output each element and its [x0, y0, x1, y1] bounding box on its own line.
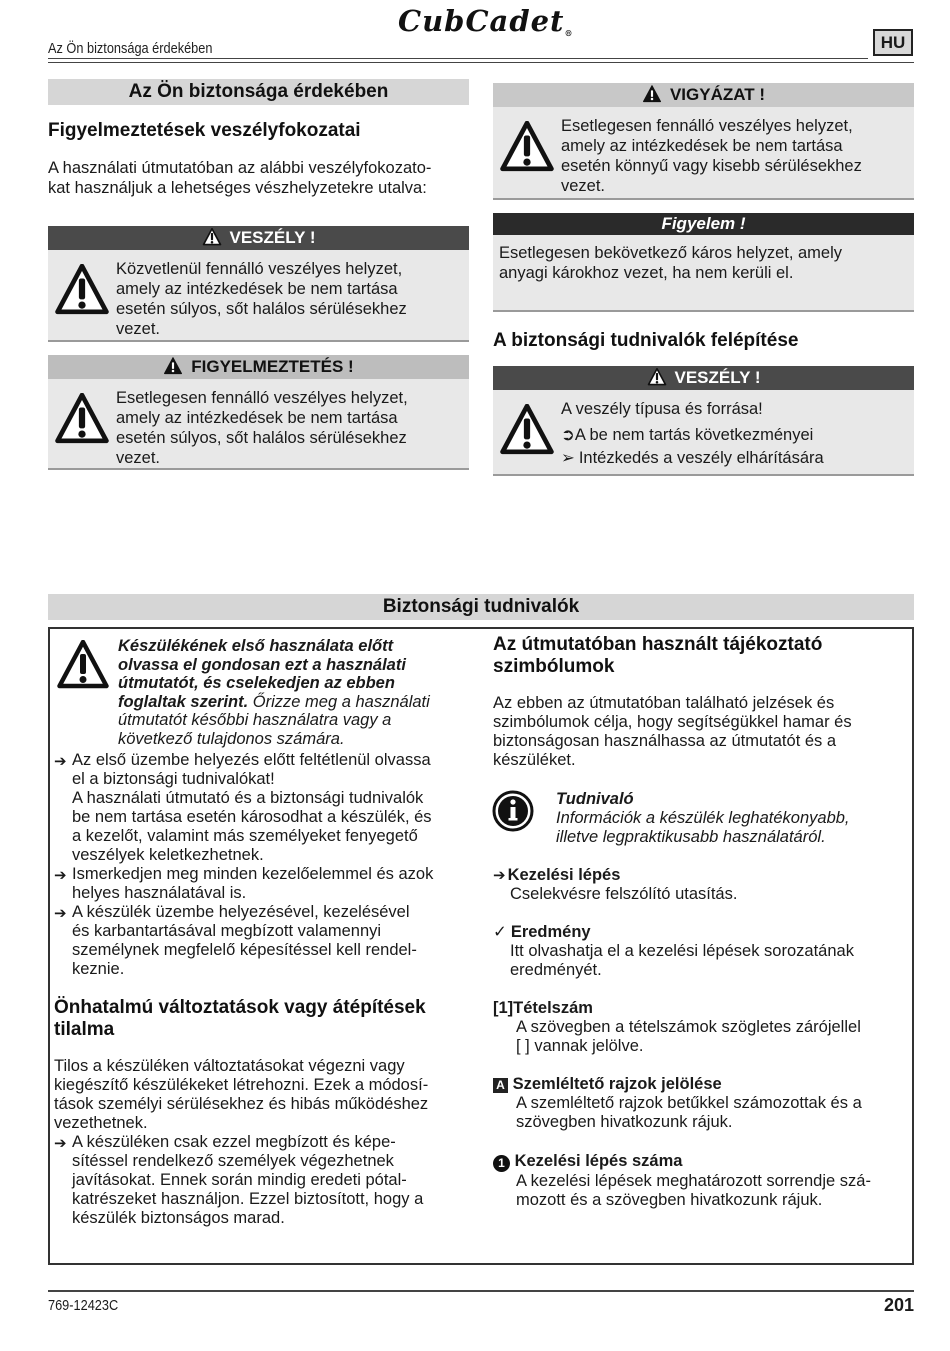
arrow-icon: ➔ — [54, 753, 67, 770]
levels-heading: Figyelmeztetések veszélyfokozatai — [48, 120, 361, 141]
info-icon — [492, 790, 534, 832]
item-number-legend: [1]Tételszám A szövegben a tételszámok szögletes zárójellel [ ] vannak jelölve. — [493, 999, 861, 1055]
structure-heading: A biztonsági tudnivalók felépítése — [493, 330, 799, 351]
arrow-icon: ➔ — [54, 1135, 67, 1152]
levels-intro: A használati útmutatóban az alábbi veszélyfokozato- kat használjuk a lehetséges vészhelyzetekre utalva: — [48, 159, 432, 197]
danger-label-bar: VESZÉLY ! — [48, 226, 469, 250]
warning-triangle-icon — [163, 357, 183, 375]
caution-text: Esetlegesen fennálló veszélyes helyzet, amely az intézkedések be nem tartása esetén könnyű vagy kisebb sérülésekhez vezet. — [561, 117, 862, 195]
symbols-text: Az ebben az útmutatóban található jelzések és szimbólumok célja, hogy segítségükkel hamar és biztonságosan használhassa az útmutatót és a készüléket. — [493, 694, 852, 769]
list-item: ➔ Az első üzembe helyezés előtt feltétlenül olvassa el a biztonsági tudnivalókat! A használati útmutató és a biztonsági tudnivalók be nem tartása esetén károsodhat a készülék, és a kezelőt, valamint más személyeket fenyegető veszélyek keletkezhetnek. — [54, 751, 432, 864]
header-divider-2 — [48, 62, 914, 63]
document-number: 769-12423C — [48, 1297, 119, 1314]
footer-divider — [48, 1290, 914, 1292]
warning-triangle-icon — [499, 121, 555, 173]
step-legend: ➔ Kezelési lépés Cselekvésre felszólító utasítás. — [493, 866, 738, 903]
example-consequence: ➲A be nem tartás következményei — [561, 426, 814, 444]
warning-triangle-icon — [54, 393, 110, 445]
danger-text: Közvetlenül fennálló veszélyes helyzet, amely az intézkedések be nem tartása esetén súlyos, sőt halálos sérülésekhez vezet. — [116, 260, 407, 338]
running-header: Az Ön biztonsága érdekében — [48, 40, 213, 57]
example-measure: ➢ Intézkedés a veszély elhárítására — [561, 449, 824, 467]
arrow-icon: ➔ — [493, 867, 506, 884]
symbols-heading: Az útmutatóban használt tájékoztató szimbólumok — [493, 634, 823, 677]
modifications-text: Tilos a készüléken változtatásokat végezni vagy kiegészítő készülékeket létrehozni. Ezek a módosí- tások személyi sérülésekhez és hibás működéshez vezethetnek. ➔ A készüléken csak ezzel megbízott és képe- sítéssel rendelkező személyek végezhetnek javításokat. Ennek során mindig eredeti pótal- katrészeket használjon. Ezzel biztosított, hogy a készülék biztonságos marad. — [54, 1057, 474, 1228]
step-number-icon: 1 — [493, 1155, 510, 1172]
safety-bullets — [54, 751, 474, 979]
result-legend: ✓ Eredmény Itt olvashatja el a kezelési lépések sorozatának eredményét. — [493, 923, 854, 979]
warning-label-bar: FIGYELMEZTETÉS ! — [48, 355, 469, 379]
danger-body — [48, 250, 469, 342]
step-number-legend: 1 Kezelési lépés száma A kezelési lépések meghatározott sorrendje szá- mozott és a szövegben hivatkozunk rájuk. — [493, 1152, 871, 1210]
modifications-heading: Önhatalmú változtatások vagy átépítések tilalma — [54, 997, 426, 1040]
list-item: ➔ A készülék üzembe helyezésével, kezelésével és karbantartásával megbízott valamennyi személynek megfelelő képesítéssel kell rendel- keznie. — [54, 903, 417, 978]
info-note: Tudnivaló Információk a készülék leghatékonyabb, illetve legpraktikusabb használatáról. — [556, 790, 850, 846]
language-badge: HU — [873, 29, 913, 56]
check-icon: ✓ — [493, 923, 507, 941]
warning-body — [48, 379, 469, 470]
list-item: ➔ Ismerkedjen meg minden kezelőelemmel és azok helyes használatával is. — [54, 865, 434, 902]
caution-label-bar: VIGYÁZAT ! — [493, 83, 914, 107]
example-label-bar: VESZÉLY ! — [493, 366, 914, 390]
example-body — [493, 390, 914, 476]
safety-intro: Készülékének első használata előtt olvassa el gondosan ezt a használati útmutatót, és cselekedjen az ebben foglaltak szerint. Őrizze meg a használati útmutatót későbbi használatra vagy a következő tulajdonos számára. — [118, 637, 430, 748]
safety-title: Biztonsági tudnivalók — [48, 594, 914, 620]
figure-letter-icon: A — [493, 1078, 508, 1093]
example-source: A veszély típusa és forrása! — [561, 400, 763, 418]
notice-text: Esetlegesen bekövetkező káros helyzet, amely anyagi károkhoz vezet, ha nem kerüli el. — [499, 244, 843, 282]
notice-body — [493, 235, 914, 312]
section-title: Az Ön biztonsága érdekében — [48, 79, 469, 105]
warning-triangle-icon — [54, 264, 110, 316]
figure-legend: A Szemléltető rajzok jelölése A szemléltető rajzok betűkkel számozottak és a szövegben hivatkozunk rájuk. — [493, 1075, 862, 1132]
measure-arrow-icon: ➢ — [561, 449, 575, 467]
warning-triangle-icon — [202, 228, 222, 246]
warning-triangle-icon — [499, 404, 555, 456]
consequence-arrow-icon: ➲ — [561, 426, 575, 444]
caution-body — [493, 107, 914, 200]
arrow-icon: ➔ — [54, 867, 67, 884]
page-number: 201 — [883, 1295, 914, 1315]
warning-text: Esetlegesen fennálló veszélyes helyzet, amely az intézkedések be nem tartása esetén súlyos, sőt halálos sérülésekhez vezet. — [116, 389, 408, 467]
warning-triangle-icon — [642, 85, 662, 103]
brand-logo: CubCadet® — [398, 4, 574, 38]
warning-triangle-icon — [647, 368, 667, 386]
notice-label-bar: Figyelem ! — [493, 213, 914, 235]
warning-triangle-icon — [56, 640, 110, 690]
list-item: ➔ A készüléken csak ezzel megbízott és képe- sítéssel rendelkező személyek végezhetnek javításokat. Ennek során mindig eredeti pótal- katrészeket használjon. Ezzel biztosított, hogy a készülék biztonságos marad. — [54, 1133, 424, 1227]
header-divider — [48, 58, 868, 59]
arrow-icon: ➔ — [54, 905, 67, 922]
